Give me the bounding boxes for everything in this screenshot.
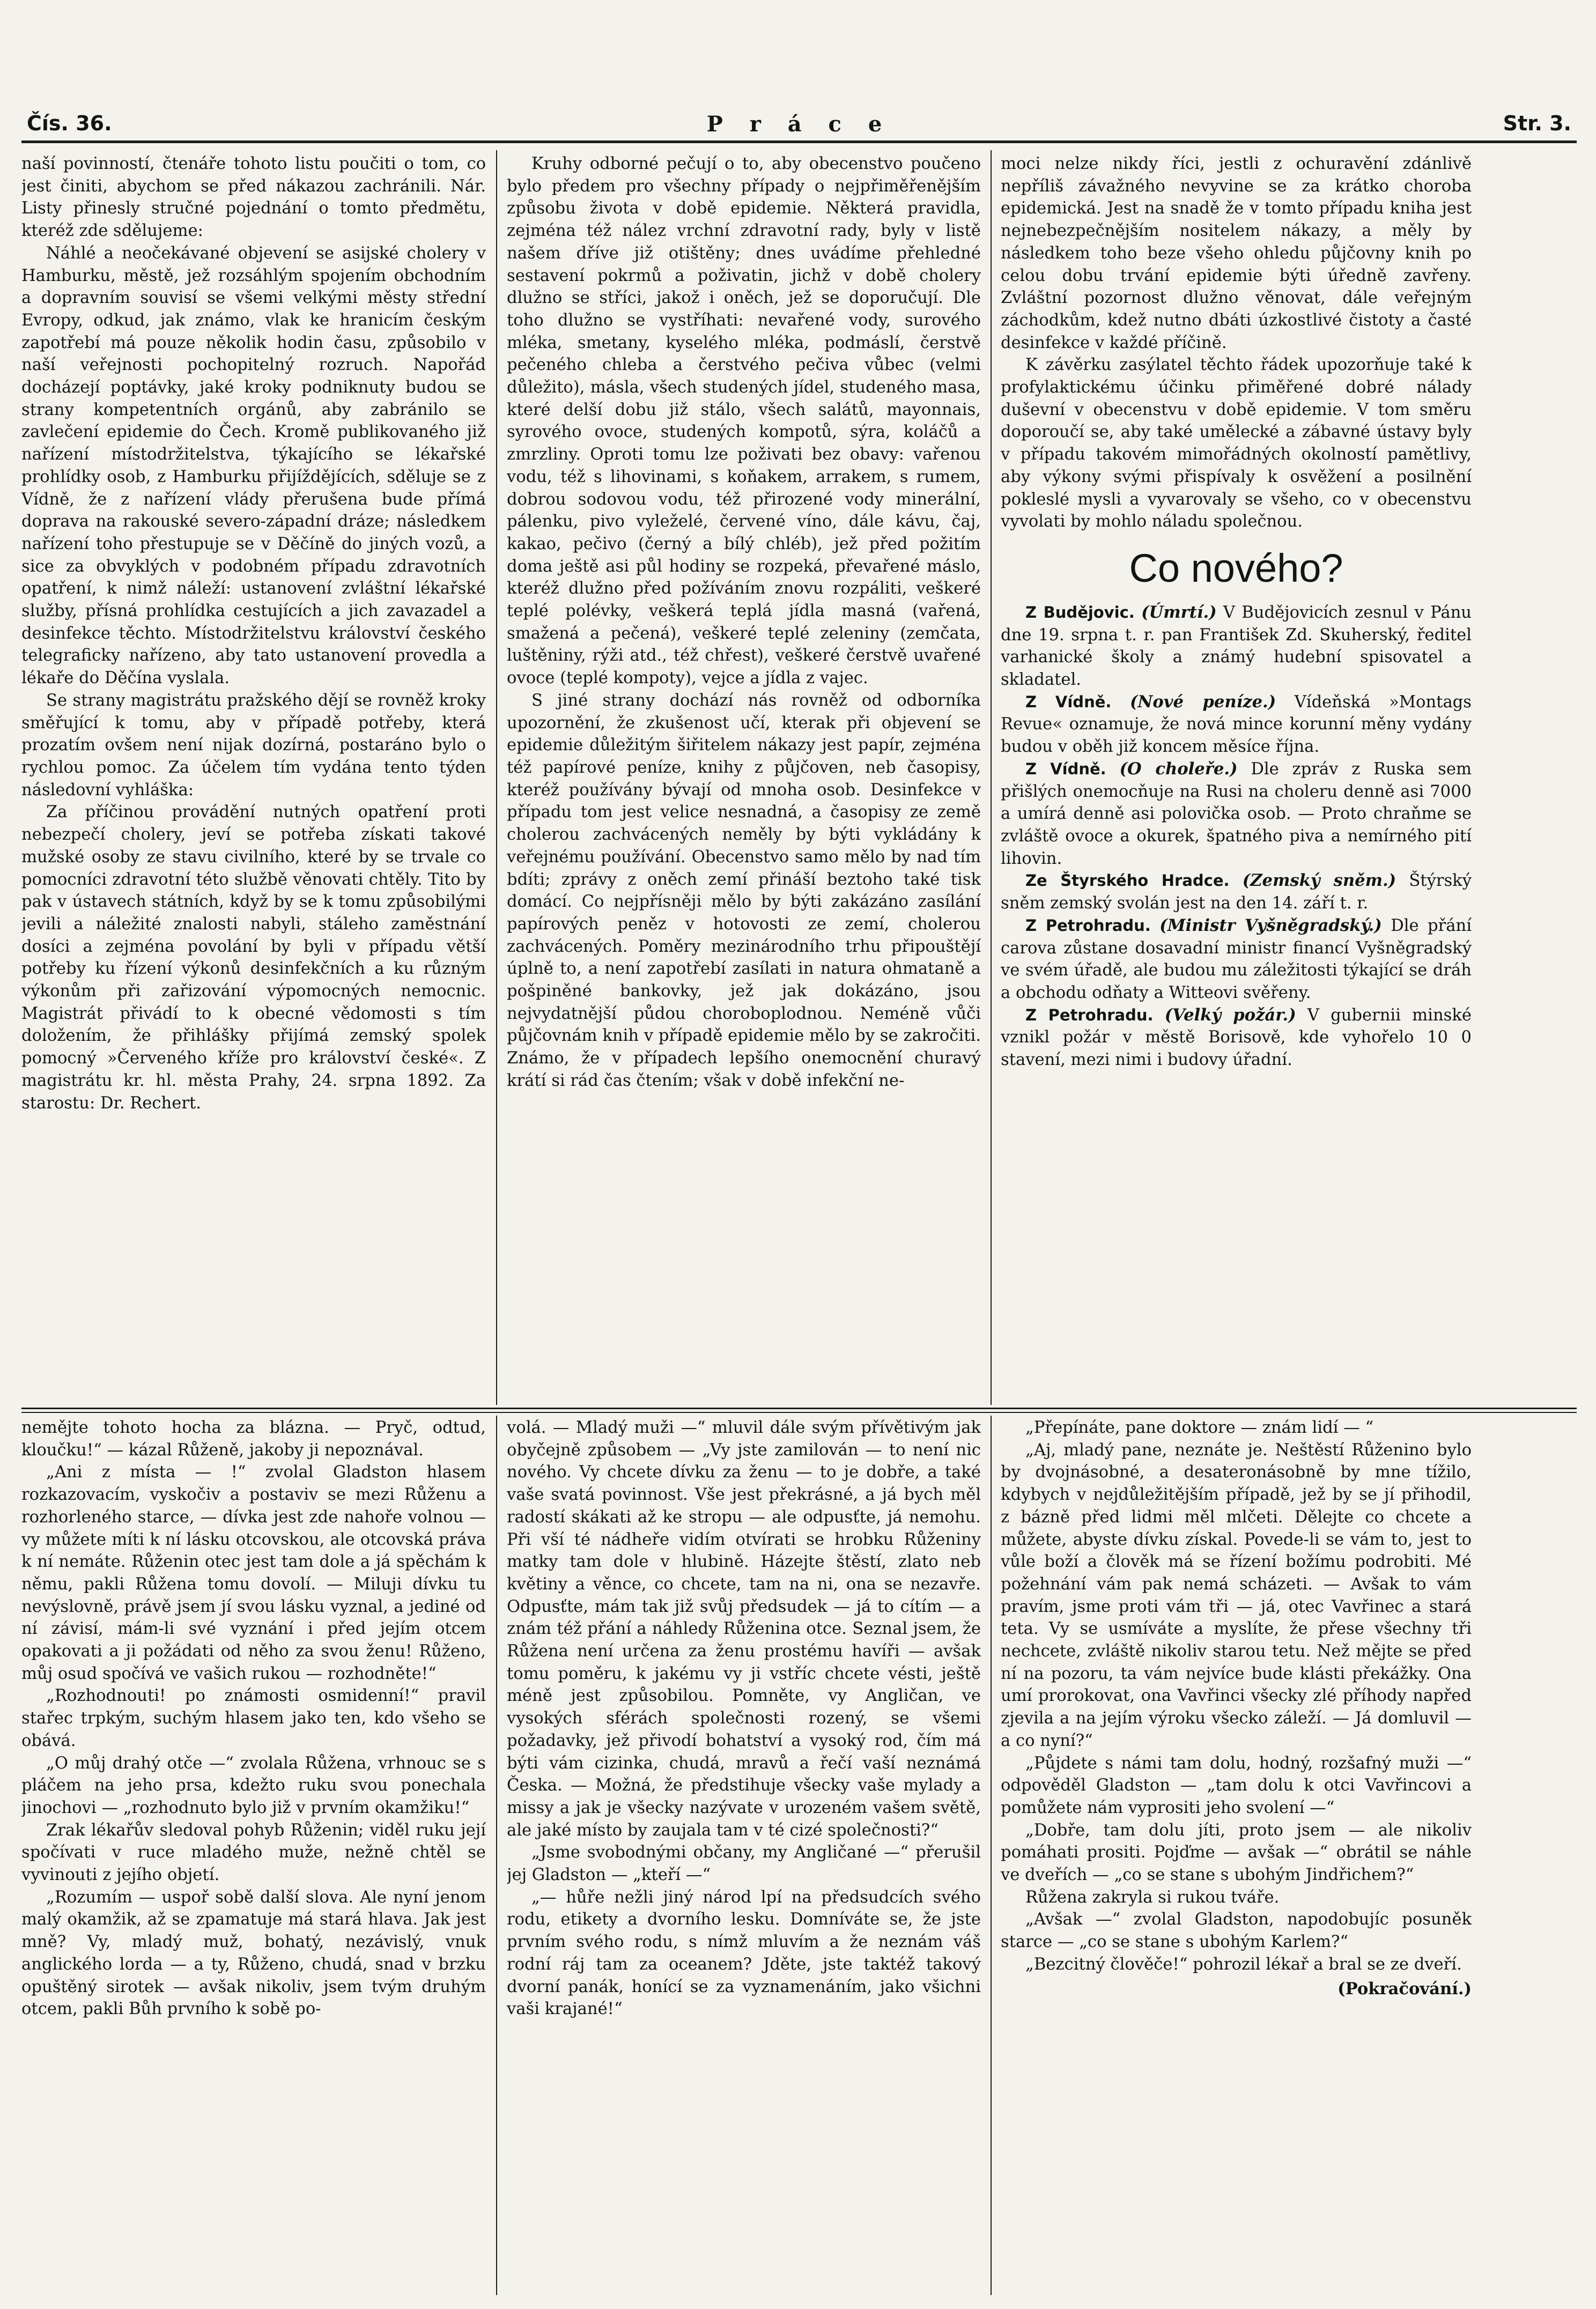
- article-paragraph: Za příčinou provádění nutných opatření proti nebezpečí cholery, jeví se potřeba získati takové mužské osoby ze stavu civilního, které by se trvale co pomocníci zdravotní této službě věnovati chtěly. Tito by pak v ústavech státních, když by se k tomu způsobilými jevili a náležité znalosti nabyli, stáleho zaměstnání dosíci a zejména povolání by byli v případu větší potřeby ku řízení výkonů desinfekčních a ku různým výkonům při zařizování výpomocných nemocnic. Magistrát přivádí to k obecné vědomosti s tím doložením, že přihlášky přijímá zemský spolek pomocný »Červeného kříže pro království české«. Z magistrátu kr. hl. města Prahy, 24. srpna 1892. Za starostu: Dr. Rechert.: [21, 803, 486, 1113]
- feuilleton-rule: [21, 1412, 1577, 1413]
- news-item: [1001, 1004, 1472, 1071]
- news-topic: (Velký požár.): [1164, 1005, 1296, 1025]
- news-text: Vídeňská »Montags Revue« oznamuje, že nová mince korunní měny vydány budou v oběh již koncem měsíce října.: [1001, 692, 1472, 757]
- column-divider: [496, 150, 497, 1405]
- article-paragraph: Kruhy odborné pečují o to, aby obecenstvo poučeno bylo předem pro všechny případy o nejpřiměřenějším způsobu života v době epidemie. Některá pravidla, zejména též nález vrchní zdravotní rady, byly v listě našem dříve již otištěny; dnes uvádíme přehledné sestavení pokrmů a poživatin, jichž v době cholery dlužno se stříci, jakož i oněch, jež se doporučují. Dle toho dlužno se vystříhati: nevařené vody, surového mléka, smetany, kyselého mléka, podmáslí, čerstvě pečeného chleba a čerstvého pečiva vůbec (velmi důležito), másla, všech studených jídel, studeného masa, které delší dobu již stálo, všech salátů, mayonnais, syrového ovoce, studených kompotů, sýra, koláčů a zmrzliny. Oproti tomu lze poživati bez obavy: vařenou vodu, též s lihovinami, s koňakem, arrakem, s rumem, dobrou sodovou vodu, též přirozené vody minerální, pálenku, pivo vyleželé, červené víno, dále kávu, čaj, kakao, pečivo (černý a bílý chléb), jež před požitím doma ještě asi půl hodiny se rozpeká, převařené máslo, kteréž dlužno před požíváním znovu rozpáliti, veškeré teplé polévky, veškerá teplá jídla masná (vařená, smažená a pečená), veškeré teplé zeleniny (zemčata, luštěniny, rýži atd., též chřest), veškeré čerstvě uvařené ovoce (teplé kompoty), vejce a jídla z vajec.: [507, 154, 981, 688]
- article-paragraph: moci nelze nikdy říci, jestli z ochuravění zdánlivě nepříliš závažného nevyvine se za krátko choroba epidemická. Jest na snadě že v tomto případu kniha jest nejnebezpečnějším nositelem nákazy, a měly by následkem toho beze všeho ohledu půjčovny knih po celou dobu trvání epidemie býti úředně zavřeny. Zvláštní pozornost dlužno věnovat, dále veřejným záchodkům, kdež nutno dbáti úzkostlivé čistoty a časté desinfekce v každé příčině.: [1001, 154, 1472, 352]
- story-paragraph: volá. — Mladý muži —“ mluvil dále svým přívětivým jak obyčejně způsobem — „Vy jste zamilován — to není nic nového. Vy chcete dívku za ženu — to je dobře, a také vaše svatá povinnost. Vše jest překrásné, a já bych měl radostí skákati až ke stropu — ale odpusťte, já nemohu. Při vší té nádheře vidím otvírati se hrobku Růženiny matky tam dole v hlubině. Házejte štěstí, zlato neb květiny a věnce, co chcete, tam na ni, ona se nezavře. Odpusťte, mám tak již svůj předsudek — já to cítím — a znám též přání a náhledy Růženina otce. Seznal jsem, že Růžena není určena za ženu prostému havíři — avšak tomu poměru, k jakému vy ji vstříc chcete vésti, ještě méně jest způsobilou. Pomněte, vy Angličan, ve vysokých sférách společnosti rozený, se všemi požadavky, jež přivodí bohatství a vysoký rod, čím má býti vám cizinka, chudá, mravů a řečí vaší neznámá Česka. — Možná, že předstihuje všecky vaše mylady a missy a jak je všecky nazývate v urozeném vašem světě, ale jaké místo by zaujala tam v té cizé společnosti?“: [507, 1418, 981, 1840]
- header-rule: [21, 140, 1577, 143]
- news-place: Z Petrohradu.: [1025, 1005, 1154, 1024]
- story-paragraph: nemějte tohoto hocha za blázna. — Pryč, odtud, kloučku!“ — kázal Růženě, jakoby ji nepoznával.: [21, 1418, 486, 1460]
- story-paragraph: „Rozumím — uspoř sobě další slova. Ale nyní jenom malý okamžik, až se zpamatuje má stará hlava. Jak jest mně? Vy, mladý muž, bohatý, nezávislý, vnuk anglického lorda — a ty, Růženo, chudá, snad v brzku opuštěný sirotek — avšak nikoliv, jsem tvým druhým otcem, pakli Bůh prvního k sobě po-: [21, 1888, 486, 2019]
- news-topic: (Zemský sněm.): [1242, 871, 1396, 891]
- news-topic: (Ministr Vyšněgradský.): [1159, 915, 1382, 935]
- news-place: Ze Štyrského Hradce.: [1025, 871, 1230, 890]
- column-divider: [496, 1416, 497, 2295]
- article-column-3: [1001, 153, 1472, 1405]
- news-item: [1001, 602, 1472, 691]
- article-column-2: [507, 153, 981, 1405]
- story-paragraph: „Dobře, tam dolu jíti, proto jsem — ale nikoliv pomáhati prositi. Pojďme — avšak —“ obrátil se náhle ve dveřích — „co se stane s ubohým Jindřichem?“: [1001, 1820, 1472, 1885]
- news-item: [1001, 691, 1472, 758]
- story-paragraph: „Půjdete s námi tam dolu, hodný, rozšafný muži —“ odpověděl Gladston — „tam dolu k otci Vavřincovi a pomůžete nám vyprositi jeho svolení —“: [1001, 1753, 1472, 1817]
- news-text: V Budějovicích zesnul v Pánu dne 19. srpna t. r. pan František Zd. Skuherský, ředitel varhanické školy a známý hudební spisovatel a skladatel.: [1001, 603, 1472, 690]
- story-column-2: [507, 1417, 981, 2291]
- news-topic: (Nové peníze.): [1129, 692, 1276, 712]
- story-paragraph: „Avšak —“ zvolal Gladston, napodobujíc posuněk starce — „co se stane s ubohým Karlem?“: [1001, 1910, 1472, 1952]
- page-header: [27, 112, 1571, 144]
- feuilleton-rule: [21, 1408, 1577, 1409]
- issue-number: Čís. 36.: [27, 112, 112, 135]
- article-paragraph: S jiné strany dochází nás rovněž od odborníka upozornění, že zkušenost učí, kterak při objevení se epidemie důležitým šiřitelem nákazy jest papír, zejména též papírové peníze, knihy z půjčoven, neb časopisy, kteréž používány bývají od mnoha osob. Desinfekce v případu tom jest velice nesnadná, a časopisy ze země cholerou zachvácených neměly by býti vykládány k veřejnému používání. Obecenstvo samo mělo by nad tím bdíti; zprávy z oněch zemí přináší beztoho také tisk domácí. Co nejpřísněji mělo by býti zakázáno zasílání papírových peněz v hotovosti ze zemí, cholerou zachvácených. Poměry mezinárodního trhu připouštějí úplně to, a není zapotřebí zasílati in natura ohmataně a pošpiněné bankovky, jež jak dokázáno, jsou nejvydatnější půdou choroboplodnou. Neméně vůči půjčovnám knih v případě epidemie mělo by se zakročiti. Známo, že v případech lepšího onemocnění churavý krátí si rád čas čtením; však v době infekční ne-: [507, 691, 981, 1090]
- story-paragraph: „Rozhodnouti! po známosti osmidenní!“ pravil stařec trpkým, suchým hlasem jako ten, kdo všeho se obává.: [21, 1686, 486, 1750]
- news-topic: (O choleře.): [1119, 759, 1238, 779]
- news-item: [1001, 870, 1472, 914]
- page-number: Str. 3.: [1503, 112, 1571, 135]
- column-divider: [991, 1416, 992, 2295]
- story-paragraph: „O můj drahý otče —“ zvolala Růžena, vrhnouc se s pláčem na jeho prsa, kdežto ruku svou ponechala jinochovi — „rozhodnuto bylo již v prvním okamžiku!“: [21, 1753, 486, 1817]
- news-place: Z Vídně.: [1025, 692, 1112, 711]
- news-text: V gubernii minské vznikl požár v městě Borisově, kde vyhořelo 10 0 stavení, mezi nimi i budovy úřadní.: [1001, 1005, 1472, 1070]
- news-text: Štýrský sněm zemský svolán jest na den 14. září t. r.: [1001, 871, 1472, 913]
- story-paragraph: „Ani z místa — !“ zvolal Gladston hlasem rozkazovacím, vyskočiv a postaviv se mezi Růženu a rozhorleného starce, — dívka jest zde nahoře volnou — vy můžete míti k ní lásku otcovskou, ale otcovská práva k ní nemáte. Růženin otec jest tam dole a já spěchám k němu, pakli Růžena tomu dovolí. — Miluji dívku tu nevýslovně, právě jsem jí svou lásku vyznal, a jediné od ní závisí, mám-li své vyznání i před jejím otcem opakovati a ji požádati od něho za svou ženu! Růženo, můj osud spočívá ve vašich rukou — rozhodněte!“: [21, 1463, 486, 1683]
- news-item: [1001, 758, 1472, 870]
- article-paragraph: naší povinností, čtenáře tohoto listu poučiti o tom, co jest činiti, abychom se před nákazou zachránili. Nár. Listy přinesly stručné pojednání o tomto předmětu, kteréž zde sdělujeme:: [21, 154, 486, 241]
- news-heading: Co nového?: [1129, 545, 1343, 590]
- article-paragraph: Se strany magistrátu pražského dějí se rovněž kroky směřující k tomu, aby v případě potřeby, která prozatím ovšem není nijak dozírná, postaráno bylo o rychlou pomoc. Za účelem tím vydána tento týden následovní vyhláška:: [21, 691, 486, 800]
- article-paragraph: K závěrku zasýlatel těchto řádek upozorňuje také k profylaktickému účinku přiměřené dobré nálady duševní v obecenstvu v době epidemie. V tom směru doporoučí se, aby také umělecké a zábavné ústavy byly v případu takovém mimořádných okolností pamětlivy, aby výkony svými přispívaly k osvěžení a posilnění pokleslé mysli a vyvarovaly se všeho, co v obecenstvu vyvolati by mohlo náladu společnou.: [1001, 356, 1472, 531]
- story-paragraph: „Aj, mladý pane, neznáte je. Neštěstí Růženino bylo by dvojnásobné, a desateronásobně by mne tížilo, kdybych v nejdůležitějším případě, jež by se jí přihodil, z bázně před lidmi měl mlčeti. Dělejte co chcete a můžete, abyste dívku získal. Povede-li se vám to, jest to vůle boží a člověk má se řízení božímu podrobiti. Mé požehnání vám pak nemá scházeti. — Avšak to vám pravím, jsme proti vám tři — já, otec Vavřinec a stará teta. Vy se usmíváte a myslíte, že přese všechny tři nechcete, zvláště nikoliv starou tetu. Než mějte se před ní na pozoru, ta vám nejvíce bude klásti překážky. Ona umí prorokovat, ona Vavřinci všecky zlé příhody napřed zjevila a na jejím výroku všecko záleží. — Já domluvil — a co nyní?“: [1001, 1440, 1472, 1750]
- story-column-3: [1001, 1417, 1472, 2291]
- news-text: Dle přání carova zůstane dosavadní ministr financí Vyšněgradský ve svém úřadě, ale budou mu záležitosti týkající se dráh a obchodu odňaty a Witteovi svěřeny.: [1001, 916, 1472, 1002]
- story-paragraph: Zrak lékařův sledoval pohyb Růženin; viděl ruku její spočívati v ruce mladého muže, nežně chtěl se vyvinouti z jejího objetí.: [21, 1820, 486, 1885]
- news-place: Z Vídně.: [1025, 759, 1106, 778]
- news-topic: (Úmrtí.): [1141, 602, 1217, 622]
- news-place: Z Budějovic.: [1025, 603, 1135, 621]
- story-paragraph: „Jsme svobodnými občany, my Angličané —“ přerušil jej Gladston — „kteří —“: [507, 1843, 981, 1885]
- continued-note: (Pokračování.): [1338, 1979, 1472, 1999]
- story-paragraph: „Přepínáte, pane doktore — znám lidí — “: [1025, 1418, 1374, 1437]
- column-divider: [991, 150, 992, 1405]
- article-paragraph: Náhlé a neočekávané objevení se asijské cholery v Hamburku, městě, jež rozsáhlým spojením obchodním a dopravním souvisí se všemi velkými městy střední Evropy, odkud, jak známo, vlak ke hranicím českým zapotřebí má pouze několik hodin času, způsobilo v naší veřejnosti pochopitelný rozruch. Napořád docházejí poptávky, jaké kroky podniknuty budou se strany kompetentních orgánů, aby zabránilo se zavlečení epidemie do Čech. Kromě publikovaného již nařízení místodržitelstva, týkajícího se lékařské prohlídky osob, z Hamburku přijíždějících, sděluje se z Vídně, že z nařízení vlády přerušena bude přímá doprava na rakouské severo-západní dráze; následkem nařízení toho přestupuje se v Děčíně do jiných vozů, a sice za obvyklých v podobném případu zdravotních opatření, k nimž náleží: ustanovení zvláštní lékařské služby, přísná prohlídka cestujících a jich zavazadel a desinfekce těchto. Místodržitelstvu království českého telegraficky nařízeno, aby tato ustanovení provedla a lékaře do Děčína vyslala.: [21, 243, 486, 688]
- story-column-1: [21, 1417, 486, 2291]
- story-paragraph: „Bezcitný člověče!“ pohrozil lékař a bral se ze dveří.: [1025, 1955, 1462, 1974]
- news-text: Dle zpráv z Ruska sem přišlých onemocňuje na Rusi na choleru denně asi 7000 a umírá denně asi polovička osob. — Proto chraňme se zvláště ovoce a okurek, špatného piva a nemírného pití lihovin.: [1001, 759, 1472, 868]
- news-place: Z Petrohradu.: [1025, 916, 1151, 935]
- news-item: [1001, 915, 1472, 1004]
- story-paragraph: Růžena zakryla si rukou tváře.: [1025, 1888, 1280, 1907]
- story-paragraph: „— hůře nežli jiný národ lpí na předsudcích svého rodu, etikety a dvorního lesku. Domníváte se, že jste prvním svého rodu, s nímž mluvím a že neznám váš rodní ráj tam za oceanem? Jděte, jste taktéž takový dvorní panák, honící se za vyznamenáním, jako všichni vaši krajané!“: [507, 1888, 981, 2019]
- article-column-1: [21, 153, 486, 1405]
- newspaper-title: P r á c e: [706, 112, 892, 137]
